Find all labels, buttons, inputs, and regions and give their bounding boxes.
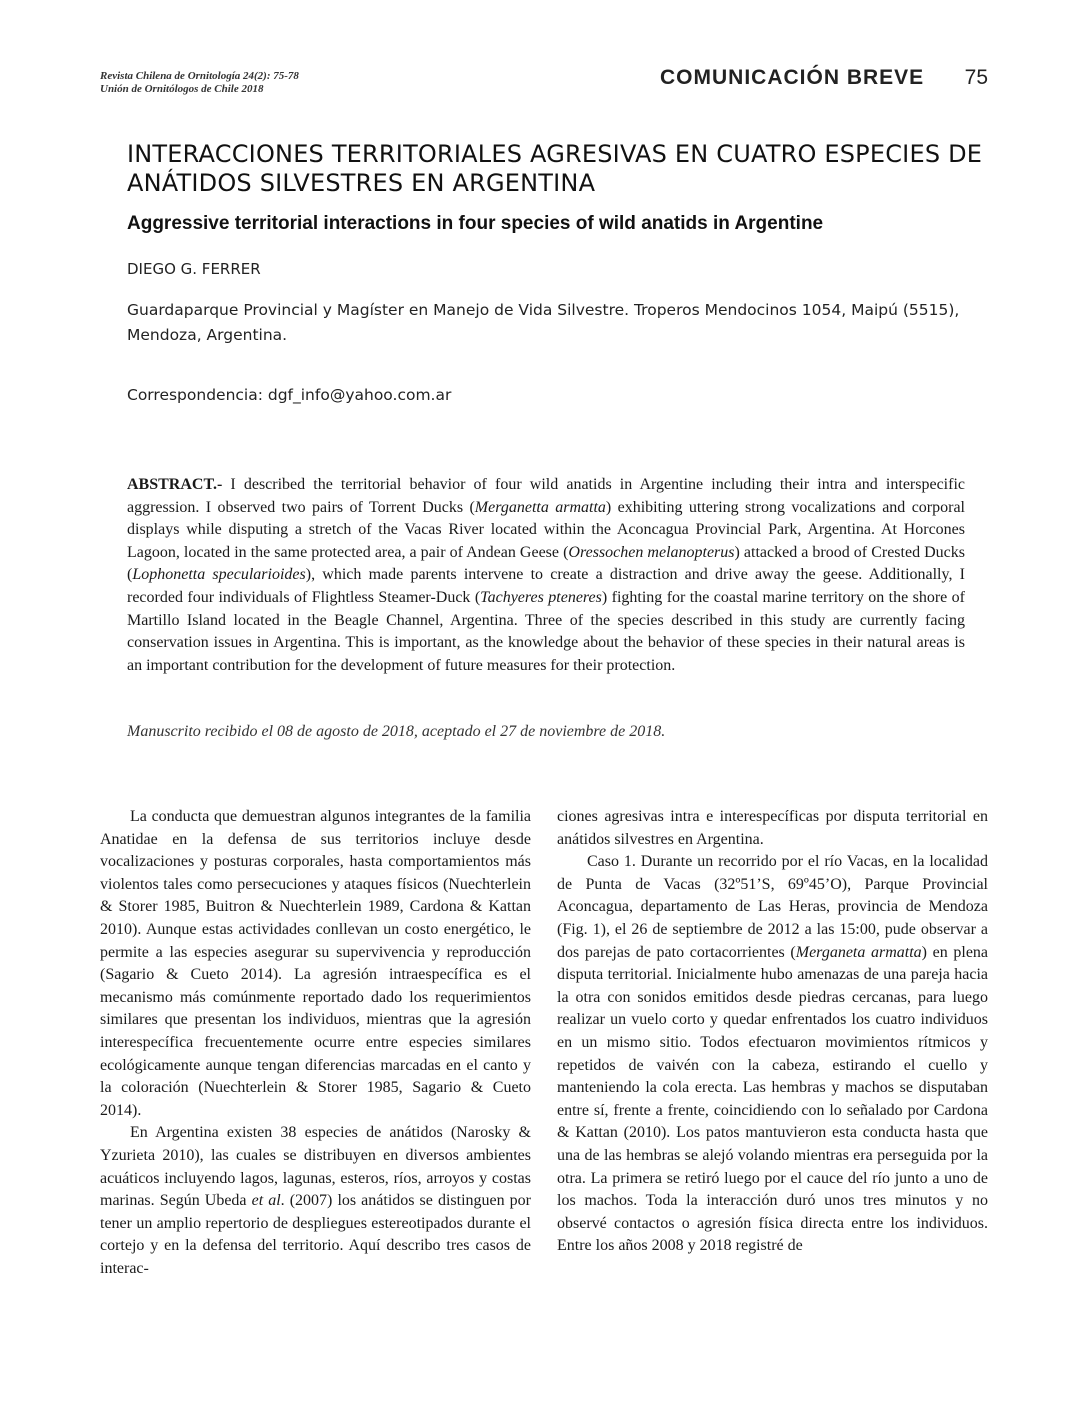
page-number: 75 xyxy=(964,66,988,89)
body-paragraph xyxy=(100,1122,531,1280)
species-name: Merganetta armatta xyxy=(474,498,606,516)
correspondence: Correspondencia: dgf_info@yahoo.com.ar xyxy=(127,386,452,404)
abstract xyxy=(127,474,965,677)
body-text: Caso 1. Durante un recorrido por el río Vacas, en la localidad de Punta de Vacas (32º51’S, 69º45’O), Parque Provincial Aconcagua, departamento de Las Heras, provincia de Mendoza (Fig. 1), el 26 de septiembre de 2012 a las 15:00, pude observar a dos parejas de pato cortacorrientes ( xyxy=(557,853,988,961)
species-name: Tachyeres pteneres xyxy=(480,588,602,606)
body-paragraph: La conducta que demuestran algunos integrantes de la familia Anatidae en la defensa de sus territorios incluye desde vocalizaciones y posturas corporales, hasta comportamientos más violentos tales como persecuciones y ataques físicos (Nuechterlein & Storer 1985, Buitron & Nuechterlein 1989, Cardona & Kattan 2010). Aunque estas actividades conllevan un costo energético, le permite a las especies asegurar su supervivencia y reproducción (Sagario & Cueto 2014). La agresión intraespecífica es el mecanismo más comúnmente reportado dado los requerimientos similares que presentan los individuos, mientras que la agresión interespecífica frecuentemente ocurre entre especies similares ecológicamente aunque tengan diferencias marcadas en el canto y la coloración (Nuechterlein & Storer 1985, Sagario & Cueto 2014). xyxy=(100,808,531,1119)
abstract-text: ) attacked a brood of Crested Ducks ( xyxy=(127,543,966,584)
species-name: Oressochen melanopterus xyxy=(568,543,735,561)
body-text: . (2007) los anátidos se distinguen por tener un amplio repertorio de despliegues estereotipados durante el cortejo y en la defensa del territorio. Aquí describo tres casos de interac- xyxy=(100,1192,531,1277)
abstract-text: ) exhibiting uttering strong vocalizations and corporal displays while disputing a stretch of the Vacas River located within the Aconcagua Provincial Park, Argentina. At Horcones Lagoon, located in the same protected area, a pair of Andean Geese ( xyxy=(127,498,965,561)
manuscript-dates: Manuscrito recibido el 08 de agosto de 2018, aceptado el 27 de noviembre de 2018. xyxy=(127,723,666,740)
body-text: ) en plena disputa territorial. Inicialmente hubo amenazas de una pareja hacia la otra con sonidos emitidos desde piedras cercanas, para luego realizar un vuelo corto y quedar enfrentados los cuatro individuos en un mismo sitio. Todos efectuaron movimientos rítmicos y repetidos de vaivén con la cabeza, estirando el cuello y manteniendo la cola erecta. Las hembras y machos se disputaban entre sí, frente a frente, coincidiendo con lo señalado por Cardona & Kattan (2010). Los patos mantuvieron esta conducta hasta que una de las hembras se alejó volando mientras era perseguida por la otra. La primera se retiró luego por el cauce del río junto a uno de los machos. Toda la interacción duró unos tres minutos y no observé contactos o agresión física directa entre los individuos. Entre los años 2008 y 2018 registré de xyxy=(557,943,989,1255)
section-label: COMUNICACIÓN BREVE xyxy=(660,66,925,89)
body-column-right xyxy=(557,806,988,1258)
journal-citation xyxy=(100,70,299,96)
citation-etal: et al xyxy=(251,1192,281,1210)
abstract-label: ABSTRACT.- xyxy=(127,476,223,493)
body-paragraph xyxy=(557,851,988,1258)
article-subtitle: Aggressive territorial interactions in four species of wild anatids in Argentine xyxy=(127,213,824,234)
body-column-left xyxy=(100,806,531,1280)
author-affiliation: Guardaparque Provincial y Magíster en Manejo de Vida Silvestre. Troperos Mendocinos 1054, Maipú (5515), Mendoza, Argentina. xyxy=(127,301,960,344)
abstract-text: I described the territorial behavior of four wild anatids in Argentine including their intra and interspecific aggression. I observed two pairs of Torrent Ducks ( xyxy=(127,476,965,516)
abstract-text: ) fighting for the coastal marine territory on the shore of Martillo Island located in the Beagle Channel, Argentina. Three of the species described in this study are currently facing conservation issues in Argentina. This is important, as the knowledge about the behavior of these species in their natural areas is an important contribution for the development of future measures for their protection. xyxy=(127,588,965,674)
species-name: Merganeta armatta xyxy=(795,943,922,961)
abstract-text: ), which made parents intervene to create a distraction and drive away the geese. Additionally, I recorded four individuals of Flightless Steamer-Duck ( xyxy=(127,566,965,606)
species-name: Lophonetta specularioides xyxy=(132,566,306,584)
journal-line-1: Revista Chilena de Ornitología 24(2): 75-78 xyxy=(100,70,299,82)
body-paragraph: ciones agresivas intra e interespecíficas por disputa territorial en anátidos silvestres en Argentina. xyxy=(557,808,988,848)
article-title: INTERACCIONES TERRITORIALES AGRESIVAS EN CUATRO ESPECIES DE ANÁTIDOS SILVESTRES EN ARGENTINA xyxy=(127,140,983,197)
author-name: DIEGO G. FERRER xyxy=(127,260,261,278)
body-text: En Argentina existen 38 especies de anátidos (Narosky & Yzurieta 2010), las cuales se distribuyen en diversos ambientes acuáticos incluyendo lagos, lagunas, esteros, ríos, arroyos y costas marinas. Según Ubeda xyxy=(100,1124,531,1210)
journal-line-2: Unión de Ornitólogos de Chile 2018 xyxy=(100,83,264,95)
